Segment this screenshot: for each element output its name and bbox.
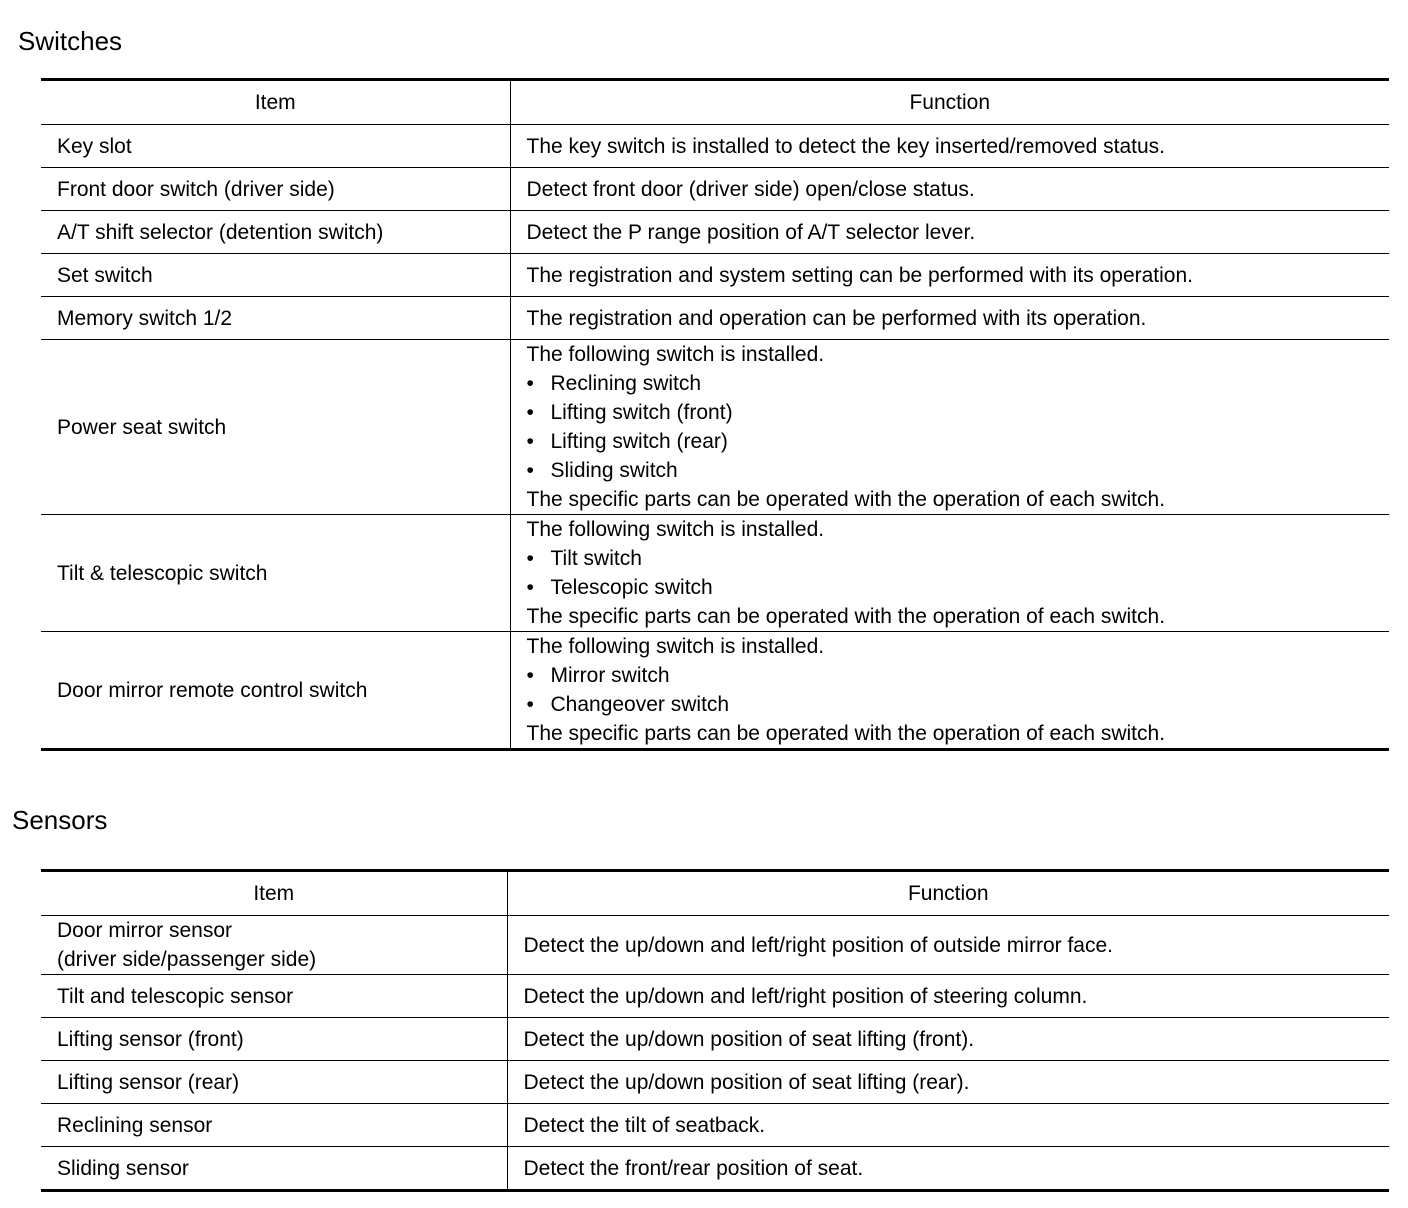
table-row <box>41 211 1389 254</box>
item-cell <box>41 916 507 975</box>
table-row <box>41 632 1389 750</box>
function-cell <box>510 515 1389 632</box>
item-cell: Power seat switch <box>41 340 510 515</box>
table-row <box>41 515 1389 632</box>
bullet-item: • Sliding switch <box>527 456 1374 485</box>
table-row <box>41 254 1389 297</box>
bullet-item: • Tilt switch <box>527 544 1374 573</box>
function-cell: The registration and operation can be performed with its operation. <box>510 297 1389 340</box>
function-cell: Detect the tilt of seatback. <box>507 1104 1389 1147</box>
table-row <box>41 168 1389 211</box>
table-row <box>41 1018 1389 1061</box>
item-cell: Tilt and telescopic sensor <box>41 975 507 1018</box>
bullet-item: • Changeover switch <box>527 690 1374 719</box>
function-cell: Detect the up/down and left/right position of outside mirror face. <box>507 916 1389 975</box>
function-cell: Detect the up/down position of seat lifting (rear). <box>507 1061 1389 1104</box>
function-cell: Detect the up/down position of seat lifting (front). <box>507 1018 1389 1061</box>
switches-section-title: Switches <box>18 26 123 56</box>
item-cell: Set switch <box>41 254 510 297</box>
item-cell: A/T shift selector (detention switch) <box>41 211 510 254</box>
table-row <box>41 1104 1389 1147</box>
column-header-function: Function <box>510 80 1389 125</box>
item-cell: Reclining sensor <box>41 1104 507 1147</box>
function-cell: Detect the front/rear position of seat. <box>507 1147 1389 1191</box>
sensors-table <box>41 869 1389 1192</box>
bullet-item: • Telescopic switch <box>527 573 1374 602</box>
table-header-row <box>41 871 1389 916</box>
item-cell: Sliding sensor <box>41 1147 507 1191</box>
function-cell: The key switch is installed to detect the key inserted/removed status. <box>510 125 1389 168</box>
item-cell: Front door switch (driver side) <box>41 168 510 211</box>
table-row <box>41 975 1389 1018</box>
function-cell: The registration and system setting can be performed with its operation. <box>510 254 1389 297</box>
bullet-item: • Lifting switch (front) <box>527 398 1374 427</box>
item-cell: Lifting sensor (rear) <box>41 1061 507 1104</box>
function-cell <box>510 632 1389 750</box>
function-intro: The following switch is installed. <box>526 518 825 541</box>
function-intro: The following switch is installed. <box>526 343 825 366</box>
item-cell: Door mirror remote control switch <box>41 632 510 750</box>
column-header-item: Item <box>41 871 507 916</box>
item-line: (driver side/passenger side) <box>57 948 317 971</box>
sensors-section-title: Sensors <box>12 805 108 835</box>
switches-table <box>41 78 1389 751</box>
column-header-item: Item <box>41 80 510 125</box>
item-cell: Memory switch 1/2 <box>41 297 510 340</box>
item-cell: Key slot <box>41 125 510 168</box>
bullet-item: • Reclining switch <box>527 369 1374 398</box>
table-row <box>41 297 1389 340</box>
function-outro: The specific parts can be operated with the operation of each switch. <box>526 722 1166 745</box>
item-cell: Tilt & telescopic switch <box>41 515 510 632</box>
function-cell: Detect the P range position of A/T selector lever. <box>510 211 1389 254</box>
bullet-item: • Mirror switch <box>527 661 1374 690</box>
function-cell <box>510 340 1389 515</box>
function-outro: The specific parts can be operated with the operation of each switch. <box>526 605 1166 628</box>
table-row <box>41 1061 1389 1104</box>
function-intro: The following switch is installed. <box>526 635 825 658</box>
item-line: Door mirror sensor <box>57 919 233 942</box>
item-cell: Lifting sensor (front) <box>41 1018 507 1061</box>
table-header-row <box>41 80 1389 125</box>
function-cell: Detect front door (driver side) open/close status. <box>510 168 1389 211</box>
function-cell: Detect the up/down and left/right position of steering column. <box>507 975 1389 1018</box>
table-row <box>41 1147 1389 1191</box>
column-header-function: Function <box>507 871 1389 916</box>
table-row <box>41 340 1389 515</box>
table-row <box>41 125 1389 168</box>
bullet-item: • Lifting switch (rear) <box>527 427 1374 456</box>
table-row <box>41 916 1389 975</box>
function-outro: The specific parts can be operated with the operation of each switch. <box>526 488 1166 511</box>
